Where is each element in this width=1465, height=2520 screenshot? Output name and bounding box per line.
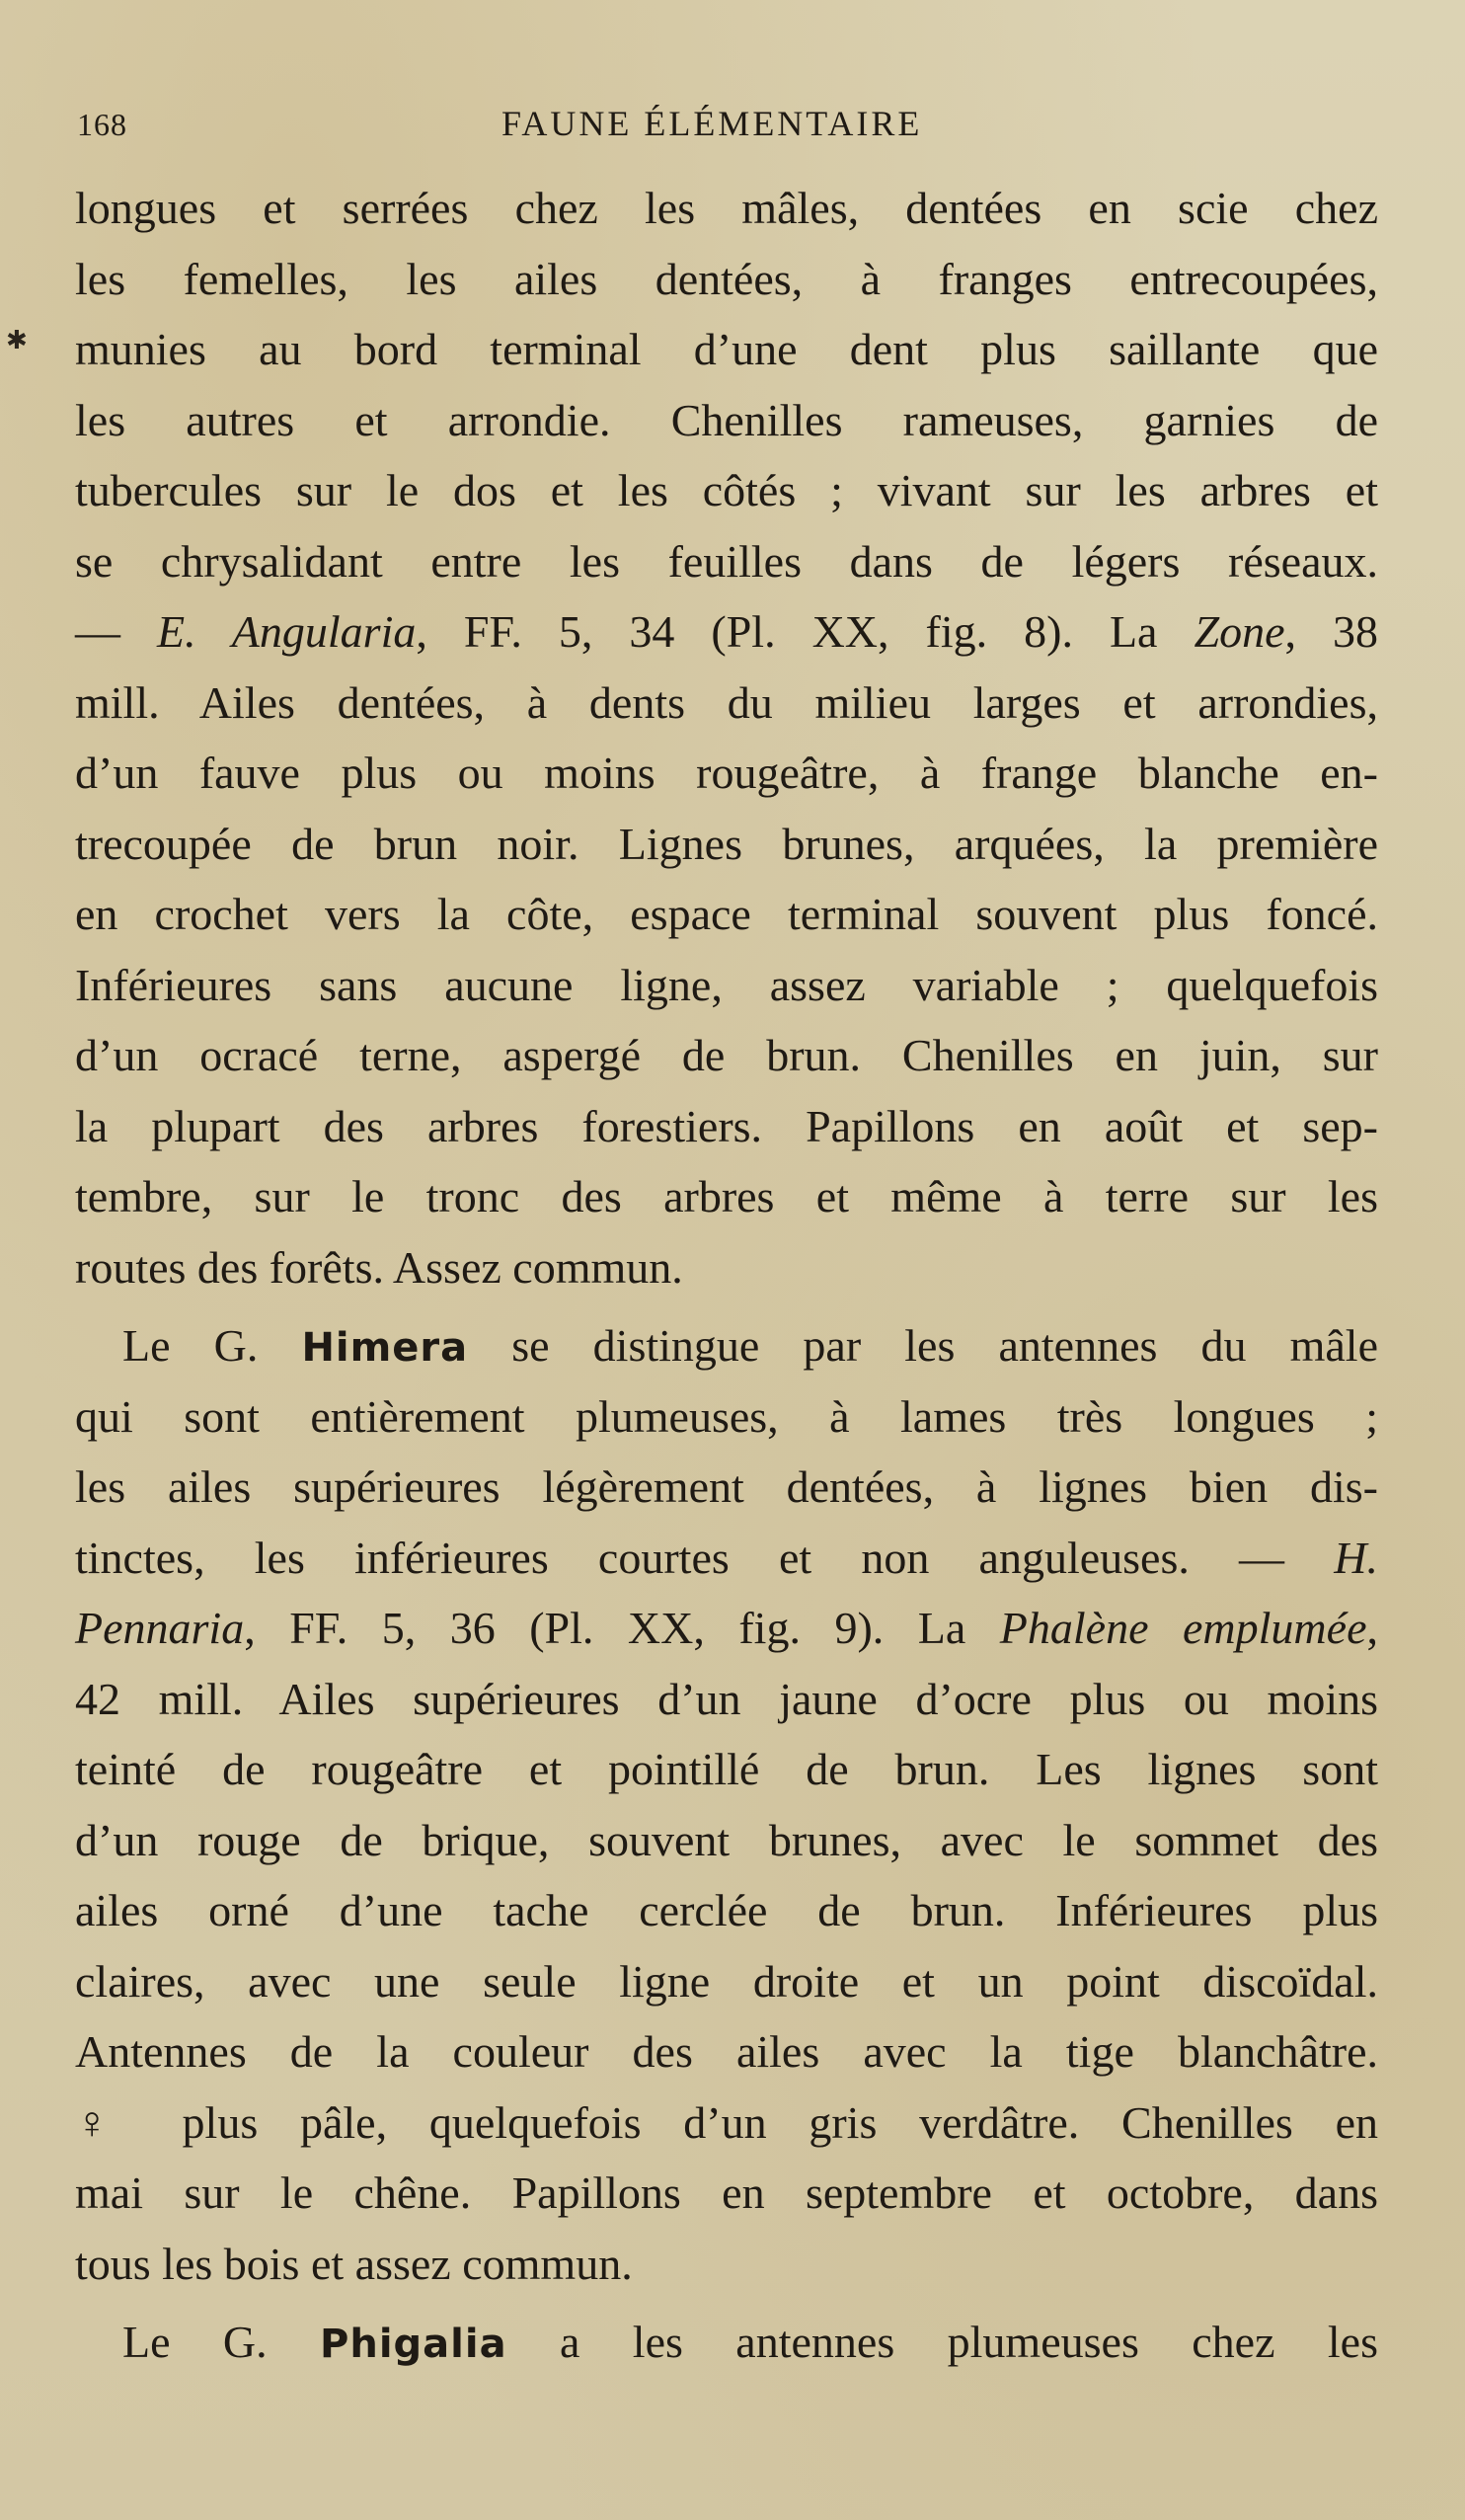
- text-segment: tinctes, les inférieures courtes et non anguleuses. —: [75, 1532, 1335, 1583]
- text-line: d’un fauve plus ou moins rougeâtre, à frange blanche en-: [75, 748, 1378, 798]
- common-name-phalene-emplumee: Phalène emplumée: [999, 1603, 1367, 1653]
- text-line: tous les bois et assez commun.: [75, 2238, 633, 2289]
- body-text: [75, 173, 1378, 2378]
- genus-name-phigalia: Phigalia: [320, 2322, 507, 2367]
- genus-description: se distingue par les antennes du mâle: [468, 1320, 1378, 1371]
- text-line: mill. Ailes dentées, à dents du milieu larges et arrondies,: [75, 676, 1378, 728]
- text-line: 42 mill. Ailes supérieures d’un jaune d’ocre plus ou moins: [75, 1673, 1378, 1724]
- paragraph-ennomos: [75, 173, 1378, 1302]
- text-line: [75, 1523, 1378, 1594]
- species-initial-h: H.: [1334, 1532, 1378, 1583]
- text-line-species-pennaria: [75, 1593, 1378, 1664]
- text-line: Inférieures sans aucune ligne, assez variable ; quelquefois: [75, 959, 1378, 1010]
- text-line: les ailes supérieures légèrement dentées, à lignes bien dis-: [75, 1461, 1378, 1512]
- genus-description: a les antennes plumeuses chez les: [506, 2317, 1378, 2367]
- text-line: les femelles, les ailes dentées, à franges entrecoupées,: [75, 253, 1378, 304]
- text-line: en crochet vers la côte, espace terminal souvent plus foncé.: [75, 889, 1378, 939]
- genus-prefix: Le G.: [122, 2317, 321, 2367]
- text-line: la plupart des arbres forestiers. Papillons en août et sep-: [75, 1100, 1378, 1151]
- genus-prefix: Le G.: [122, 1320, 302, 1371]
- text-line: tubercules sur le dos et les côtés ; vivant sur les arbres et: [75, 465, 1378, 515]
- text-line-genus-phigalia: [75, 2307, 1378, 2378]
- text-line: ailes orné d’une tache cerclée de brun. Inférieures plus: [75, 1885, 1378, 1935]
- running-title: FAUNE ÉLÉMENTAIRE: [501, 104, 923, 143]
- page-number: 168: [77, 107, 127, 142]
- text-line: d’un ocracé terne, aspergé de brun. Chenilles en juin, sur: [75, 1030, 1378, 1080]
- text-line: ♀ plus pâle, quelquefois d’un gris verdâtre. Chenilles en: [75, 2096, 1378, 2148]
- text-line: se chrysalidant entre les feuilles dans de légers réseaux.: [75, 535, 1378, 587]
- size-value: , 38: [1284, 606, 1379, 657]
- dash: —: [75, 606, 158, 657]
- text-line: les autres et arrondie. Chenilles rameuses, garnies de: [75, 394, 1378, 445]
- paragraph-phigalia: [75, 2307, 1378, 2378]
- text-line: munies au bord terminal d’une dent plus saillante que: [75, 324, 1378, 374]
- text-line: claires, avec une seule ligne droite et un point discoïdal.: [75, 1955, 1378, 2007]
- paragraph-gap: [75, 2299, 1378, 2307]
- comma: ,: [1366, 1603, 1378, 1653]
- text-line: trecoupée de brun noir. Lignes brunes, arquées, la première: [75, 818, 1378, 869]
- paragraph-himera: [75, 1310, 1378, 2299]
- text-line: longues et serrées chez les mâles, dentées en scie chez: [75, 183, 1378, 233]
- text-line: mai sur le chêne. Papillons en septembre et octobre, dans: [75, 2167, 1378, 2218]
- species-name-pennaria: Pennaria: [75, 1603, 245, 1653]
- page-header: [77, 103, 1390, 150]
- text-line-genus-himera: [75, 1310, 1378, 1381]
- text-line: qui sont entièrement plumeuses, à lames très longues ;: [75, 1390, 1378, 1442]
- text-line-species-angularia: [75, 596, 1378, 668]
- text-line: Antennes de la couleur des ailes avec la tige blanchâtre.: [75, 2026, 1378, 2077]
- text-line: tembre, sur le tronc des arbres et même à terre sur les: [75, 1171, 1378, 1221]
- paragraph-gap: [75, 1302, 1378, 1310]
- common-name-zone: Zone: [1194, 606, 1285, 657]
- plate-reference: , FF. 5, 36 (Pl. XX, fig. 9). La: [244, 1603, 1000, 1653]
- text-line: d’un rouge de brique, souvent brunes, avec le sommet des: [75, 1814, 1378, 1865]
- genus-name-himera: Himera: [301, 1325, 469, 1371]
- plate-reference: , FF. 5, 34 (Pl. XX, fig. 8). La: [416, 606, 1195, 657]
- species-name-angularia: E. Angularia: [157, 606, 417, 657]
- text-line: teinté de rougeâtre et pointillé de brun. Les lignes sont: [75, 1744, 1378, 1794]
- text-line: routes des forêts. Assez commun.: [75, 1241, 683, 1293]
- margin-asterisk-icon: ✱: [6, 326, 28, 355]
